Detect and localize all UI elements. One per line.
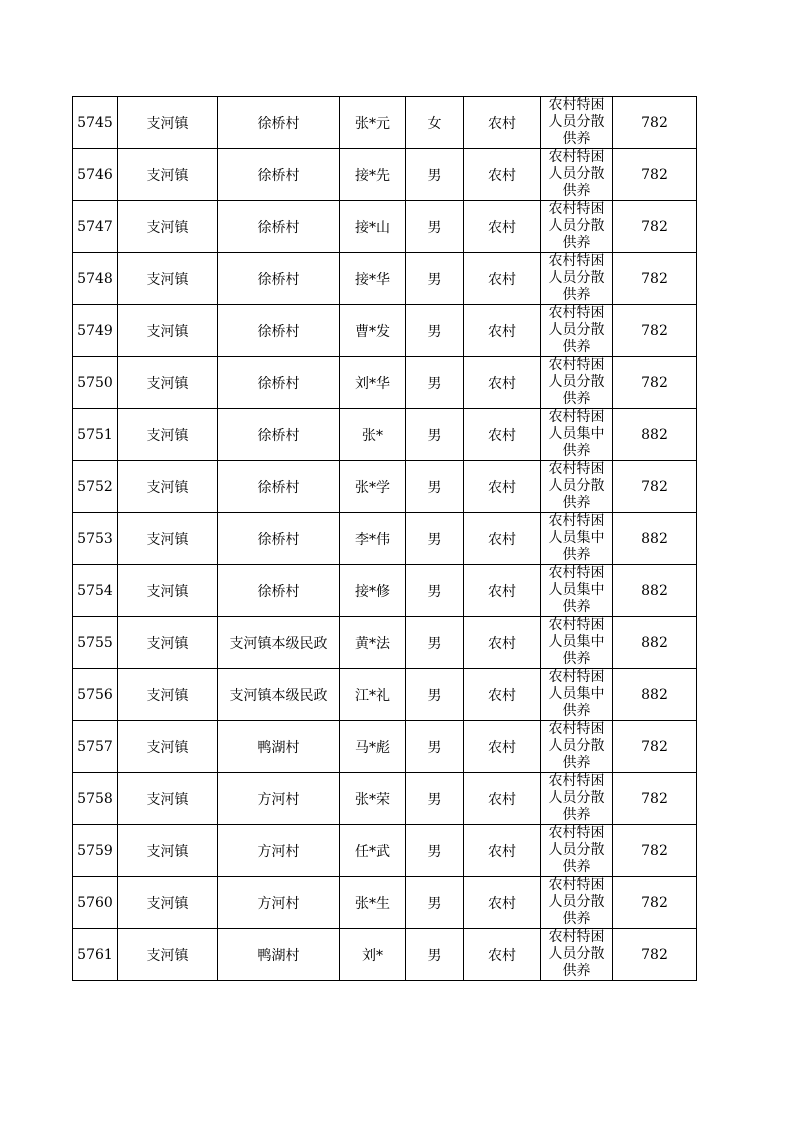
- cell-type-text: 农村特困人员分散供养: [548, 825, 605, 875]
- table-row: [73, 617, 697, 669]
- cell-area: 农村: [464, 825, 541, 877]
- cell-town: 支河镇: [118, 929, 218, 981]
- cell-amount: 782: [613, 149, 697, 201]
- cell-gender: 男: [406, 669, 464, 721]
- cell-gender: 男: [406, 721, 464, 773]
- cell-area: 农村: [464, 357, 541, 409]
- cell-village: 徐桥村: [218, 97, 340, 149]
- cell-village: 方河村: [218, 877, 340, 929]
- cell-type-text: 农村特困人员分散供养: [548, 253, 605, 303]
- cell-village: 支河镇本级民政: [218, 669, 340, 721]
- table-row: [73, 877, 697, 929]
- cell-area: 农村: [464, 97, 541, 149]
- cell-gender: 男: [406, 617, 464, 669]
- cell-type-text: 农村特困人员集中供养: [548, 565, 605, 615]
- cell-village: 徐桥村: [218, 357, 340, 409]
- cell-village: 徐桥村: [218, 513, 340, 565]
- table-row: [73, 669, 697, 721]
- cell-gender: 男: [406, 461, 464, 513]
- cell-name: 刘*: [340, 929, 406, 981]
- cell-type-text: 农村特困人员分散供养: [548, 721, 605, 771]
- cell-town: 支河镇: [118, 357, 218, 409]
- cell-id: 5749: [73, 305, 118, 357]
- cell-gender: 男: [406, 825, 464, 877]
- cell-type-text: 农村特困人员分散供养: [548, 149, 605, 199]
- cell-name: 张*学: [340, 461, 406, 513]
- cell-type-text: 农村特困人员集中供养: [548, 669, 605, 719]
- cell-type-text: 农村特困人员分散供养: [548, 773, 605, 823]
- cell-amount: 782: [613, 825, 697, 877]
- cell-town: 支河镇: [118, 149, 218, 201]
- table-row: [73, 773, 697, 825]
- cell-amount: 782: [613, 929, 697, 981]
- cell-town: 支河镇: [118, 201, 218, 253]
- cell-town: 支河镇: [118, 721, 218, 773]
- cell-amount: 882: [613, 617, 697, 669]
- cell-name: 李*伟: [340, 513, 406, 565]
- table-row: [73, 461, 697, 513]
- cell-town: 支河镇: [118, 617, 218, 669]
- cell-id: 5746: [73, 149, 118, 201]
- cell-area: 农村: [464, 409, 541, 461]
- cell-village: 方河村: [218, 773, 340, 825]
- cell-type: [541, 97, 613, 149]
- cell-id: 5747: [73, 201, 118, 253]
- cell-village: 徐桥村: [218, 305, 340, 357]
- cell-area: 农村: [464, 461, 541, 513]
- cell-type-text: 农村特困人员集中供养: [548, 617, 605, 667]
- cell-village: 鸭湖村: [218, 721, 340, 773]
- cell-type-text: 农村特困人员分散供养: [548, 461, 605, 511]
- cell-type: [541, 565, 613, 617]
- cell-amount: 882: [613, 669, 697, 721]
- cell-area: 农村: [464, 305, 541, 357]
- table-row: [73, 721, 697, 773]
- cell-gender: 男: [406, 877, 464, 929]
- cell-name: 接*山: [340, 201, 406, 253]
- roster-body: [73, 97, 697, 981]
- cell-village: 徐桥村: [218, 461, 340, 513]
- table-row: [73, 409, 697, 461]
- cell-id: 5752: [73, 461, 118, 513]
- cell-id: 5745: [73, 97, 118, 149]
- cell-town: 支河镇: [118, 409, 218, 461]
- cell-id: 5759: [73, 825, 118, 877]
- cell-area: 农村: [464, 617, 541, 669]
- cell-gender: 男: [406, 409, 464, 461]
- cell-type-text: 农村特困人员分散供养: [548, 201, 605, 251]
- cell-id: 5760: [73, 877, 118, 929]
- cell-gender: 男: [406, 513, 464, 565]
- cell-gender: 女: [406, 97, 464, 149]
- cell-village: 徐桥村: [218, 565, 340, 617]
- cell-name: 接*修: [340, 565, 406, 617]
- cell-area: 农村: [464, 149, 541, 201]
- cell-type-text: 农村特困人员集中供养: [548, 409, 605, 459]
- cell-type: [541, 929, 613, 981]
- cell-name: 接*先: [340, 149, 406, 201]
- cell-amount: 782: [613, 461, 697, 513]
- cell-type: [541, 357, 613, 409]
- table-row: [73, 305, 697, 357]
- cell-type: [541, 409, 613, 461]
- cell-town: 支河镇: [118, 669, 218, 721]
- cell-gender: 男: [406, 565, 464, 617]
- cell-type: [541, 201, 613, 253]
- cell-area: 农村: [464, 565, 541, 617]
- cell-village: 徐桥村: [218, 149, 340, 201]
- cell-amount: 782: [613, 97, 697, 149]
- cell-type: [541, 149, 613, 201]
- cell-village: 方河村: [218, 825, 340, 877]
- table-row: [73, 929, 697, 981]
- cell-type: [541, 773, 613, 825]
- table-row: [73, 97, 697, 149]
- cell-name: 江*礼: [340, 669, 406, 721]
- cell-town: 支河镇: [118, 825, 218, 877]
- cell-type-text: 农村特困人员分散供养: [548, 877, 605, 927]
- cell-id: 5755: [73, 617, 118, 669]
- cell-name: 张*荣: [340, 773, 406, 825]
- cell-town: 支河镇: [118, 513, 218, 565]
- cell-area: 农村: [464, 721, 541, 773]
- cell-id: 5756: [73, 669, 118, 721]
- table-row: [73, 565, 697, 617]
- cell-type: [541, 461, 613, 513]
- table-row: [73, 513, 697, 565]
- cell-id: 5758: [73, 773, 118, 825]
- cell-id: 5751: [73, 409, 118, 461]
- cell-amount: 882: [613, 513, 697, 565]
- cell-type-text: 农村特困人员分散供养: [548, 357, 605, 407]
- cell-name: 张*生: [340, 877, 406, 929]
- table-row: [73, 825, 697, 877]
- cell-village: 徐桥村: [218, 253, 340, 305]
- cell-amount: 782: [613, 357, 697, 409]
- cell-type: [541, 513, 613, 565]
- table-row: [73, 201, 697, 253]
- cell-amount: 782: [613, 253, 697, 305]
- cell-id: 5754: [73, 565, 118, 617]
- cell-amount: 782: [613, 877, 697, 929]
- cell-area: 农村: [464, 201, 541, 253]
- cell-town: 支河镇: [118, 877, 218, 929]
- cell-gender: 男: [406, 253, 464, 305]
- cell-amount: 782: [613, 201, 697, 253]
- roster-table: [72, 96, 697, 981]
- cell-gender: 男: [406, 201, 464, 253]
- cell-town: 支河镇: [118, 253, 218, 305]
- cell-id: 5757: [73, 721, 118, 773]
- cell-amount: 882: [613, 565, 697, 617]
- cell-town: 支河镇: [118, 773, 218, 825]
- table-row: [73, 253, 697, 305]
- cell-name: 接*华: [340, 253, 406, 305]
- cell-name: 曹*发: [340, 305, 406, 357]
- cell-gender: 男: [406, 357, 464, 409]
- cell-type: [541, 253, 613, 305]
- cell-gender: 男: [406, 773, 464, 825]
- cell-gender: 男: [406, 305, 464, 357]
- cell-name: 黄*法: [340, 617, 406, 669]
- cell-type: [541, 305, 613, 357]
- cell-id: 5761: [73, 929, 118, 981]
- cell-town: 支河镇: [118, 461, 218, 513]
- cell-village: 鸭湖村: [218, 929, 340, 981]
- cell-area: 农村: [464, 669, 541, 721]
- cell-name: 张*: [340, 409, 406, 461]
- cell-gender: 男: [406, 149, 464, 201]
- cell-name: 刘*华: [340, 357, 406, 409]
- cell-gender: 男: [406, 929, 464, 981]
- cell-town: 支河镇: [118, 97, 218, 149]
- table-row: [73, 149, 697, 201]
- cell-type: [541, 877, 613, 929]
- cell-town: 支河镇: [118, 565, 218, 617]
- cell-town: 支河镇: [118, 305, 218, 357]
- cell-area: 农村: [464, 513, 541, 565]
- cell-amount: 782: [613, 773, 697, 825]
- cell-village: 徐桥村: [218, 409, 340, 461]
- cell-area: 农村: [464, 929, 541, 981]
- cell-type-text: 农村特困人员分散供养: [548, 305, 605, 355]
- cell-name: 任*武: [340, 825, 406, 877]
- cell-type: [541, 825, 613, 877]
- cell-type-text: 农村特困人员分散供养: [548, 929, 605, 979]
- cell-area: 农村: [464, 253, 541, 305]
- cell-type: [541, 617, 613, 669]
- cell-amount: 782: [613, 305, 697, 357]
- cell-area: 农村: [464, 877, 541, 929]
- cell-name: 张*元: [340, 97, 406, 149]
- cell-type: [541, 721, 613, 773]
- table-row: [73, 357, 697, 409]
- cell-area: 农村: [464, 773, 541, 825]
- cell-village: 支河镇本级民政: [218, 617, 340, 669]
- cell-amount: 882: [613, 409, 697, 461]
- cell-amount: 782: [613, 721, 697, 773]
- cell-id: 5748: [73, 253, 118, 305]
- cell-name: 马*彪: [340, 721, 406, 773]
- cell-type-text: 农村特困人员分散供养: [548, 97, 605, 147]
- cell-type: [541, 669, 613, 721]
- cell-type-text: 农村特困人员集中供养: [548, 513, 605, 563]
- cell-id: 5750: [73, 357, 118, 409]
- cell-id: 5753: [73, 513, 118, 565]
- cell-village: 徐桥村: [218, 201, 340, 253]
